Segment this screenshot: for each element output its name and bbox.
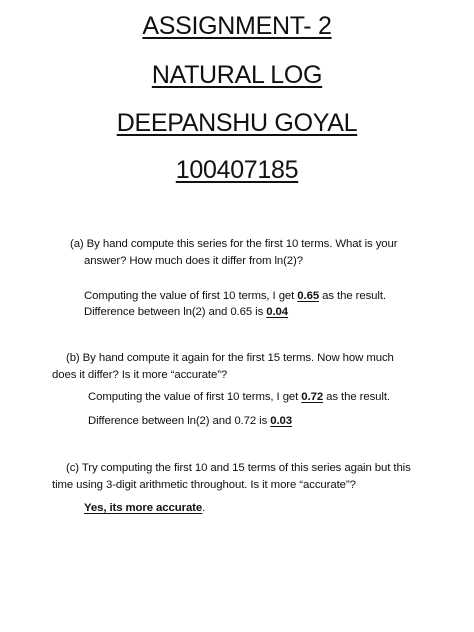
- answer-text: Difference between ln(2) and 0.72 is: [88, 415, 271, 427]
- answer-text: Computing the value of first 10 terms, I get: [84, 290, 298, 302]
- assignment-title: ASSIGNMENT- 2: [142, 12, 332, 40]
- answer-text: Difference between ln(2) and 0.65 is: [84, 306, 267, 318]
- answer-value: 0.04: [266, 306, 289, 318]
- question-b-line-1: (b) By hand compute it again for the first 15 terms. Now how much: [66, 352, 394, 364]
- question-c-answer: [84, 500, 205, 516]
- question-b-line-2: does it differ? Is it more “accurate”?: [52, 369, 228, 381]
- question-b-answer-2: [88, 413, 292, 429]
- question-b-answer-1: [88, 389, 390, 405]
- question-a-answer-1: [84, 288, 386, 304]
- question-a-answer-2: [84, 304, 288, 320]
- answer-text: .: [202, 502, 206, 514]
- answer-text: Computing the value of first 10 terms, I get: [88, 391, 302, 403]
- answer-value: 0.65: [297, 290, 320, 302]
- answer-text: as the result.: [323, 391, 390, 403]
- answer-value: Yes, its more accurate: [84, 502, 203, 514]
- student-name: DEEPANSHU GOYAL: [116, 109, 358, 137]
- answer-text: as the result.: [319, 290, 386, 302]
- answer-value: 0.03: [270, 415, 293, 427]
- question-a-line-2: answer? How much does it differ from ln(2)?: [84, 255, 303, 267]
- subject-title: NATURAL LOG: [151, 61, 323, 89]
- student-id: 100407185: [175, 156, 299, 184]
- question-c-line-1: (c) Try computing the first 10 and 15 terms of this series again but this: [66, 462, 411, 474]
- question-c-line-2: time using 3-digit arithmetic throughout. Is it more “accurate”?: [52, 479, 356, 491]
- question-a-line-1: (a) By hand compute this series for the first 10 terms. What is your: [70, 238, 398, 250]
- answer-value: 0.72: [301, 391, 324, 403]
